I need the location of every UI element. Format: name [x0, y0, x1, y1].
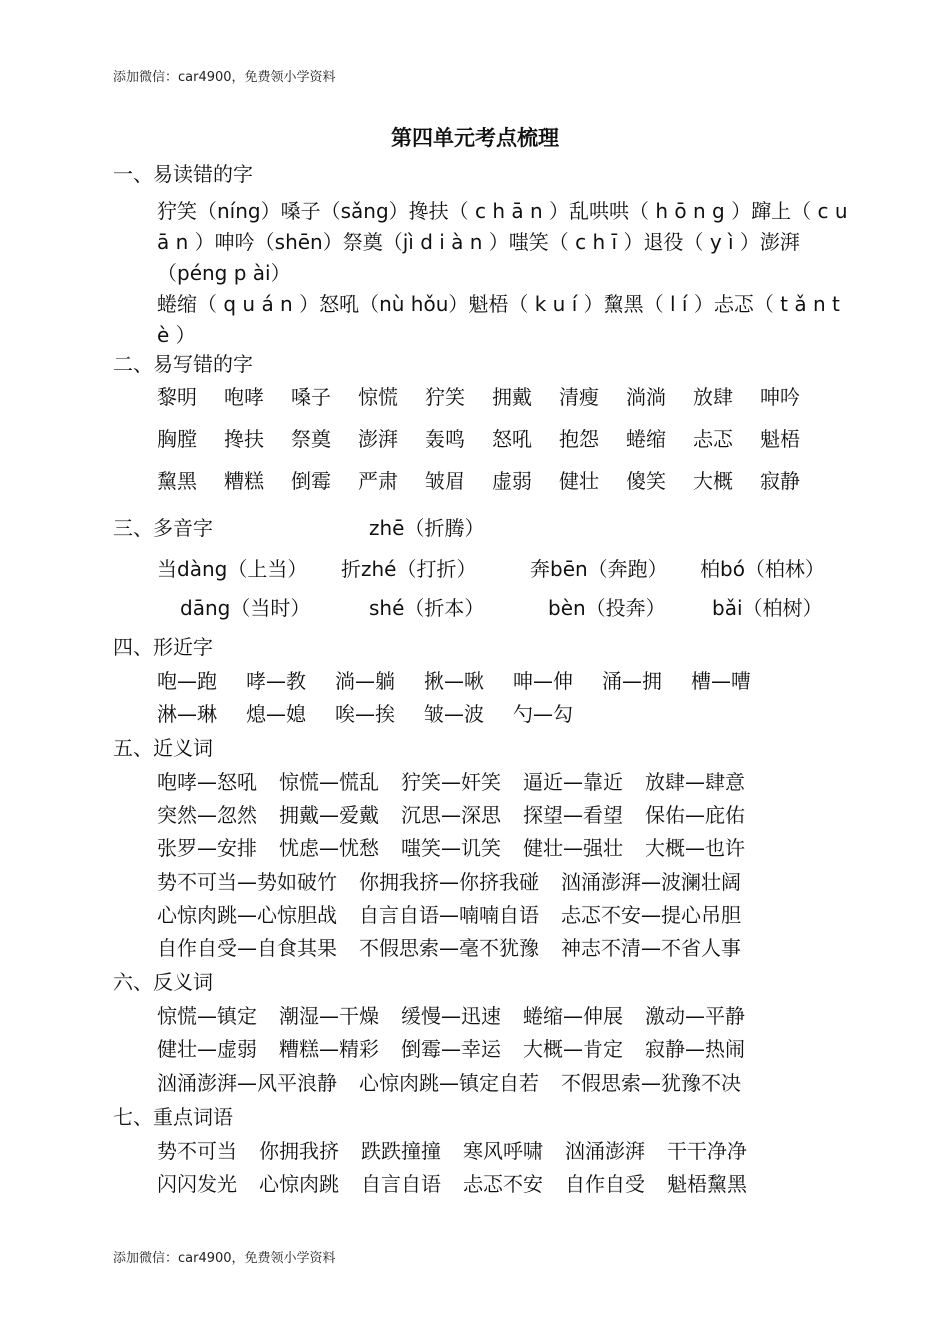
polyphone-item: 折zhé（打折） — [341, 557, 477, 581]
synonym: 探望—看望 — [523, 803, 623, 827]
word: 皱眉 — [425, 469, 465, 493]
page-footer-note: 添加微信：car4900，免费领小学资料 — [113, 1251, 336, 1266]
synonym-idiom-row — [157, 932, 763, 961]
polyphone-item: 奔bēn（奔跑） — [530, 557, 668, 581]
word: 大概 — [693, 469, 733, 493]
antonym: 大概—肯定 — [523, 1037, 623, 1061]
key-word: 汹涌澎湃 — [565, 1139, 645, 1163]
word: 惊慌 — [358, 385, 398, 409]
word: 虚弱 — [492, 469, 532, 493]
key-word-row — [157, 1135, 769, 1164]
synonym: 沉思—深思 — [401, 803, 501, 827]
misspell-row — [157, 465, 827, 494]
key-word: 心惊肉跳 — [259, 1172, 339, 1196]
polyphone-item: bèn（投奔） — [548, 596, 666, 620]
key-word: 自作自受 — [565, 1172, 645, 1196]
synonym: 自言自语—喃喃自语 — [359, 903, 539, 927]
section-heading-3: 三、多音字 — [113, 516, 213, 540]
key-word: 魁梧黧黑 — [667, 1172, 747, 1196]
synonym: 张罗—安排 — [157, 836, 257, 860]
synonym: 保佑—庇佑 — [645, 803, 745, 827]
word: 魁梧 — [760, 427, 800, 451]
synonym: 嗤笑—讥笑 — [401, 836, 501, 860]
synonym: 汹涌澎湃—波澜壮阔 — [561, 870, 741, 894]
synonym: 忐忑不安—提心吊胆 — [561, 903, 741, 927]
synonym: 咆哮—怒吼 — [157, 770, 257, 794]
pair: 咆—跑 — [157, 669, 217, 693]
synonym: 大概—也许 — [645, 836, 745, 860]
key-word: 跌跌撞撞 — [361, 1139, 441, 1163]
pair: 皱—波 — [424, 702, 484, 726]
polyphone-item: dāng（当时） — [180, 596, 311, 620]
section-heading-7: 七、重点词语 — [113, 1105, 233, 1129]
page-header-note: 添加微信：car4900，免费领小学资料 — [113, 70, 336, 85]
easy-misread-text-1: 狞笑（níng）嗓子（sǎng）搀扶（ c h ā n ）乱哄哄（ h ō n g ）蹿上（ c u ā n ）呻吟（shēn）祭奠（jì d i à n ）嗤笑（ c h ī ）退役（ y ì ）澎湃（péng p ài） — [157, 199, 848, 285]
word: 轰鸣 — [425, 427, 465, 451]
word: 黎明 — [157, 385, 197, 409]
key-word: 闪闪发光 — [157, 1172, 237, 1196]
word: 胸膛 — [157, 427, 197, 451]
similar-char-row — [157, 665, 780, 694]
polyphone-item: 柏bó（柏林） — [700, 557, 825, 581]
synonym: 自作自受—自食其果 — [157, 936, 337, 960]
key-word: 干干净净 — [667, 1139, 747, 1163]
word: 蜷缩 — [626, 427, 666, 451]
word: 健壮 — [559, 469, 599, 493]
synonym: 惊慌—慌乱 — [279, 770, 379, 794]
section-heading-6: 六、反义词 — [113, 970, 213, 994]
antonym: 潮湿—干燥 — [279, 1004, 379, 1028]
word: 倒霉 — [291, 469, 331, 493]
easy-misread-text-2: 蜷缩（ q u á n ）怒吼（nù hǒu）魁梧（ k u í ）黧黑（ l í ）忐忑（ t ǎ n t è ） — [157, 292, 840, 347]
section-heading-2: 二、易写错的字 — [113, 352, 253, 376]
antonym: 惊慌—镇定 — [157, 1004, 257, 1028]
synonym: 逼近—靠近 — [523, 770, 623, 794]
synonym-row — [157, 799, 767, 828]
synonym-row — [157, 766, 767, 795]
section-heading-1: 一、易读错的字 — [113, 162, 253, 186]
word: 寂静 — [760, 469, 800, 493]
synonym: 健壮—强壮 — [523, 836, 623, 860]
synonym-idiom-row — [157, 899, 763, 928]
key-word: 寒风呼啸 — [463, 1139, 543, 1163]
word: 祭奠 — [291, 427, 331, 451]
key-word: 自言自语 — [361, 1172, 441, 1196]
synonym-idiom-row — [157, 866, 763, 895]
page-title: 第四单元考点梳理 — [391, 126, 559, 150]
word: 傻笑 — [626, 469, 666, 493]
antonym: 健壮—虚弱 — [157, 1037, 257, 1061]
pair: 淋—琳 — [157, 702, 217, 726]
word: 呻吟 — [760, 385, 800, 409]
synonym: 拥戴—爱戴 — [279, 803, 379, 827]
word: 放肆 — [693, 385, 733, 409]
word: 黧黑 — [157, 469, 197, 493]
polyphone-item: bǎi（柏树） — [712, 596, 823, 620]
synonym: 你拥我挤—你挤我碰 — [359, 870, 539, 894]
polyphone-item: 当dàng（上当） — [157, 557, 308, 581]
synonym-row — [157, 832, 767, 861]
word: 糟糕 — [224, 469, 264, 493]
word: 怒吼 — [492, 427, 532, 451]
key-word-row — [157, 1168, 769, 1197]
section-heading-5: 五、近义词 — [113, 736, 213, 760]
antonym: 汹涌澎湃—风平浪静 — [157, 1071, 337, 1095]
key-word: 势不可当 — [157, 1139, 237, 1163]
pair: 呻—伸 — [513, 669, 573, 693]
antonym: 糟糕—精彩 — [279, 1037, 379, 1061]
word: 抱怨 — [559, 427, 599, 451]
pair: 涌—拥 — [602, 669, 662, 693]
antonym-row — [157, 1000, 767, 1029]
antonym: 激动—平静 — [645, 1004, 745, 1028]
antonym-row — [157, 1033, 767, 1062]
word: 搀扶 — [224, 427, 264, 451]
synonym: 放肆—肆意 — [645, 770, 745, 794]
antonym: 心惊肉跳—镇定自若 — [359, 1071, 539, 1095]
pair: 淌—躺 — [335, 669, 395, 693]
synonym: 不假思索—毫不犹豫 — [359, 936, 539, 960]
pair: 揪—啾 — [424, 669, 484, 693]
word: 咆哮 — [224, 385, 264, 409]
synonym: 势不可当—势如破竹 — [157, 870, 337, 894]
synonym: 狞笑—奸笑 — [401, 770, 501, 794]
pair: 勺—勾 — [513, 702, 573, 726]
key-word: 忐忑不安 — [463, 1172, 543, 1196]
word: 淌淌 — [626, 385, 666, 409]
key-word: 你拥我挤 — [259, 1139, 339, 1163]
word: 澎湃 — [358, 427, 398, 451]
section-heading-4: 四、形近字 — [113, 635, 213, 659]
antonym: 倒霉—幸运 — [401, 1037, 501, 1061]
word: 嗓子 — [291, 385, 331, 409]
word: 严肃 — [358, 469, 398, 493]
synonym: 忧虑—忧愁 — [279, 836, 379, 860]
synonym: 心惊肉跳—心惊胆战 — [157, 903, 337, 927]
misspell-row — [157, 381, 827, 410]
antonym: 不假思索—犹豫不决 — [561, 1071, 741, 1095]
misspell-row — [157, 423, 827, 452]
pair: 槽—嘈 — [691, 669, 751, 693]
polyphone-item: shé（折本） — [369, 596, 485, 620]
polyphone-extra: zhē（折腾） — [369, 516, 485, 540]
pair: 熄—媳 — [246, 702, 306, 726]
pair: 哮—教 — [246, 669, 306, 693]
word: 清瘦 — [559, 385, 599, 409]
similar-char-row — [157, 698, 602, 727]
word: 拥戴 — [492, 385, 532, 409]
antonym: 寂静—热闹 — [645, 1037, 745, 1061]
synonym: 神志不清—不省人事 — [561, 936, 741, 960]
word: 狞笑 — [425, 385, 465, 409]
synonym: 突然—忽然 — [157, 803, 257, 827]
pair: 唉—挨 — [335, 702, 395, 726]
antonym: 蜷缩—伸展 — [523, 1004, 623, 1028]
antonym-idiom-row — [157, 1067, 763, 1096]
antonym: 缓慢—迅速 — [401, 1004, 501, 1028]
word: 忐忑 — [693, 427, 733, 451]
